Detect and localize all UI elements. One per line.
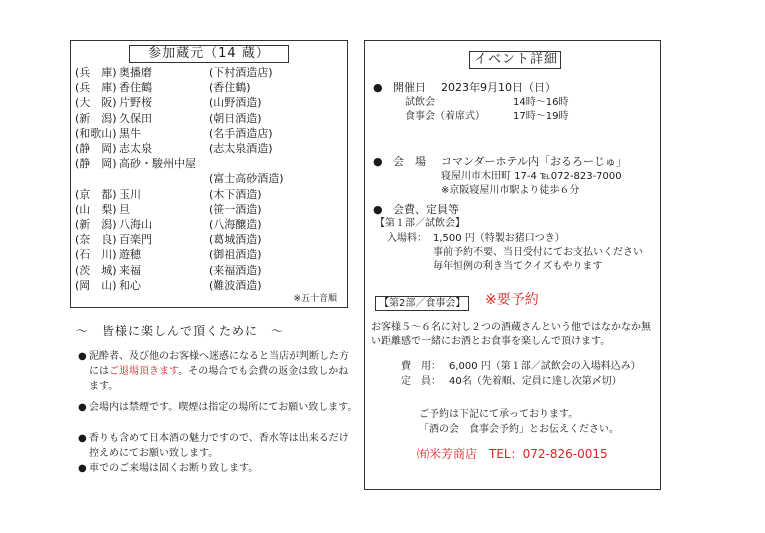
brewery-sake-name: 百楽門 xyxy=(119,233,152,247)
part2-desc-line1: お客様５～６名に対し２つの酒蔵さんという他ではなかなか無 xyxy=(371,322,651,333)
brewery-row xyxy=(75,171,345,187)
brewery-sake-name: 来福 xyxy=(119,263,141,277)
note-bullet: ● xyxy=(78,351,87,362)
note-text-pre: 会場内は禁煙です。喫煙は指定の場所にてお願い致します。 xyxy=(89,402,358,413)
brewery-row xyxy=(75,126,345,142)
brewery-sake-name: 旦 xyxy=(119,202,130,216)
brewery-maker: (下村酒造店) xyxy=(209,66,273,79)
brewery-prefecture: (奈 良) xyxy=(75,233,117,247)
brewery-prefecture: (和歌山) xyxy=(75,126,117,140)
brewery-sake-name: 片野桜 xyxy=(119,96,152,110)
brewery-prefecture: (茨 城) xyxy=(75,263,117,277)
brewery-sake-name: 久保田 xyxy=(119,111,152,125)
note-item xyxy=(78,431,358,461)
brewery-sake-name: 志太泉 xyxy=(119,142,152,155)
brewery-sake-name: 香住鶴 xyxy=(119,81,152,95)
brewery-maker: (朝日酒造) xyxy=(209,111,262,125)
part2-reserve-required: ※要予約 xyxy=(485,292,539,308)
event-panel xyxy=(364,40,661,490)
brewery-prefecture: (石 川) xyxy=(75,248,117,262)
brewery-maker: (御祖酒造) xyxy=(209,248,262,262)
brewery-prefecture: (兵 庫) xyxy=(75,66,117,79)
brewery-maker: (八海醸造) xyxy=(209,218,262,231)
note-text xyxy=(78,431,358,461)
brewery-prefecture: (静 岡) xyxy=(75,142,117,155)
fee-bullet: ● xyxy=(373,203,383,216)
brewery-maker: (志太泉酒造) xyxy=(209,142,273,155)
brewery-maker: (笹一酒造) xyxy=(209,202,262,216)
brewery-order-note: ※五十音順 xyxy=(293,294,337,304)
note-text-pre: 車でのご来場は固くお断り致します。 xyxy=(89,463,259,474)
brewery-prefecture: (新 潟) xyxy=(75,218,117,231)
brewery-prefecture: (兵 庫) xyxy=(75,81,117,95)
brewery-maker: (名手酒造店) xyxy=(209,126,273,140)
date-value: 2023年9月10日（日） xyxy=(441,81,556,94)
note-text-pre: 泥酔者、及び他のお客様へ迷惑になると当店が判断した方には xyxy=(89,351,349,377)
note-text-pre: 香りも含めて日本酒の魅力ですので、香水等は出来るだけ控えめにてお願い致します。 xyxy=(89,433,349,459)
venue-address: 寝屋川市木田町 17-4 ℡072-823-7000 xyxy=(441,171,622,182)
brewery-maker: (木下酒造) xyxy=(209,187,262,201)
brewery-prefecture: (新 潟) xyxy=(75,111,117,125)
tasting-label: 試飲会 xyxy=(405,97,435,108)
brewery-maker: (来福酒造) xyxy=(209,263,262,277)
reservation-line1: ご予約は下記にて承っております。 xyxy=(419,409,579,420)
venue-label: 会 場 xyxy=(393,155,426,168)
venue-bullet: ● xyxy=(373,155,383,168)
note-text xyxy=(78,349,358,394)
note-bullet: ● xyxy=(78,402,87,413)
brewery-maker: (山野酒造) xyxy=(209,96,262,110)
brewery-sake-name: 八海山 xyxy=(119,218,152,231)
note-item xyxy=(78,349,358,394)
note-text-red: ご退場頂きます xyxy=(109,366,179,377)
tasting-time: 14時～16時 xyxy=(513,97,569,108)
brewery-row xyxy=(75,247,345,263)
part1-fee-value: 1,500 円（特製お猪口つき） xyxy=(433,233,565,244)
brewery-row xyxy=(75,65,345,81)
part1-line3: 毎年恒例の利き当てクイズもやります xyxy=(433,261,603,272)
dinner-label: 食事会（着席式） xyxy=(405,111,485,122)
note-bullet: ● xyxy=(78,433,87,444)
brewery-maker: (香住鶴) xyxy=(209,81,251,95)
brewery-sake-name: 和心 xyxy=(119,278,141,292)
part2-desc-line2: い距離感で一緒にお酒とお食事を楽しんで頂けます。 xyxy=(371,336,611,347)
fee-heading: 会費、定員等 xyxy=(393,203,459,216)
brewery-row xyxy=(75,156,345,172)
part2-capacity-value: 40名（先着順、定員に達し次第〆切） xyxy=(449,376,622,387)
part2-tag: 【第2部／食事会】 xyxy=(375,296,469,311)
brewery-sake-name: 遊穂 xyxy=(119,248,141,262)
notes-heading: ～ 皆様に楽しんで頂くために ～ xyxy=(76,324,285,338)
brewery-row xyxy=(75,202,345,218)
date-label: 開催日 xyxy=(393,81,426,94)
part1-line2: 事前予約不要、当日受付にてお支払いください xyxy=(433,247,643,258)
brewery-maker: (難波酒造) xyxy=(209,278,262,292)
brewery-row xyxy=(75,141,345,157)
brewery-row xyxy=(75,111,345,127)
event-title: イベント詳細 xyxy=(469,51,561,69)
venue-name: コマンダーホテル内「おるろーじゅ」 xyxy=(441,155,628,168)
note-text-post: 。その場合でも会費の返金は致しかねます。 xyxy=(89,366,349,392)
date-bullet: ● xyxy=(373,81,383,94)
brewery-sake-name: 高砂・駿州中屋 xyxy=(119,157,196,171)
brewery-row xyxy=(75,187,345,203)
part1-fee-label: 入場料： xyxy=(387,233,427,244)
brewery-row xyxy=(75,232,345,248)
note-text xyxy=(78,400,358,415)
brewery-row xyxy=(75,263,345,279)
brewery-prefecture: (静 岡) xyxy=(75,157,117,171)
brewery-row xyxy=(75,217,345,233)
brewery-maker: (富士高砂酒造) xyxy=(209,172,284,186)
brewery-title: 参加蔵元（14 蔵） xyxy=(129,45,289,63)
dinner-time: 17時～19時 xyxy=(513,111,569,122)
brewery-row xyxy=(75,95,345,111)
brewery-panel xyxy=(70,40,348,308)
brewery-sake-name: 黒牛 xyxy=(119,126,141,140)
brewery-prefecture: (京 都) xyxy=(75,187,117,201)
note-item xyxy=(78,400,358,415)
reservation-line2: 「酒の会 食事会予約」とお伝えください。 xyxy=(419,424,619,435)
brewery-sake-name: 奥播磨 xyxy=(119,66,152,79)
brewery-sake-name: 玉川 xyxy=(119,187,141,201)
note-item xyxy=(78,461,358,476)
part1-tag: 【第１部／試飲会】 xyxy=(375,218,465,229)
part2-capacity-label: 定 員： xyxy=(401,376,441,387)
brewery-row xyxy=(75,80,345,96)
brewery-maker: (葛城酒造) xyxy=(209,233,262,247)
note-text xyxy=(78,461,358,476)
brewery-prefecture: (山 梨) xyxy=(75,202,117,216)
brewery-prefecture: (岡 山) xyxy=(75,278,117,292)
part2-fee-value: 6,000 円（第１部／試飲会の入場料込み） xyxy=(449,361,641,372)
note-bullet: ● xyxy=(78,463,87,474)
brewery-prefecture: (大 阪) xyxy=(75,96,117,110)
venue-access: ※京阪寝屋川市駅より徒歩６分 xyxy=(441,185,580,196)
shop-contact: ㈲米芳商店 TEL：072-826-0015 xyxy=(417,447,608,461)
part2-fee-label: 費 用： xyxy=(401,361,441,372)
